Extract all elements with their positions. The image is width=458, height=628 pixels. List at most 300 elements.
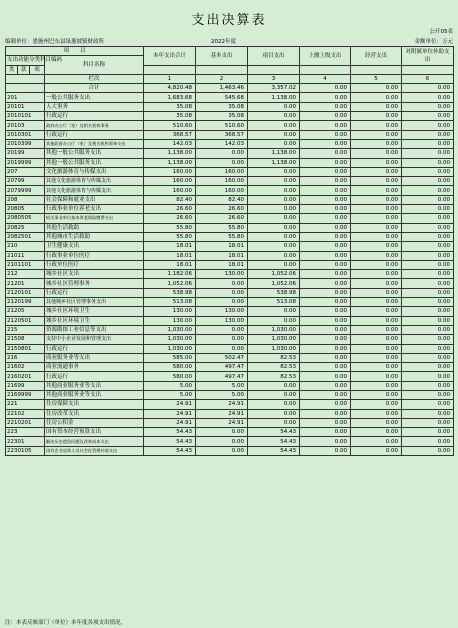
row-c6: 0.00 — [402, 112, 454, 121]
lei-header: 类 — [6, 65, 18, 74]
row-c5: 0.00 — [351, 251, 402, 260]
row-c1: 1,030.00 — [144, 325, 196, 334]
row-c4: 0.00 — [300, 418, 351, 427]
row-c6: 0.00 — [402, 214, 454, 223]
row-c1: 55.80 — [144, 223, 196, 232]
table-row — [6, 251, 454, 260]
row-c4: 0.00 — [300, 381, 351, 390]
row-c2: 130.00 — [196, 307, 248, 316]
row-c4: 0.00 — [300, 158, 351, 167]
row-c3: 82.53 — [248, 363, 300, 372]
row-c6: 0.00 — [402, 288, 454, 297]
table-row — [6, 298, 454, 307]
row-c5: 0.00 — [351, 112, 402, 121]
row-c4: 0.00 — [300, 446, 351, 455]
row-code: 2079999 — [6, 186, 45, 195]
row-c1: 160.00 — [144, 177, 196, 186]
row-c6: 0.00 — [402, 381, 454, 390]
total-row — [6, 84, 454, 93]
unit-label: 编制单位：恩施州巴东县绿葱坡镇财政所 — [5, 39, 105, 45]
row-c3: 1,052.06 — [248, 270, 300, 279]
row-c6: 0.00 — [402, 279, 454, 288]
row-c2: 55.80 — [196, 232, 248, 241]
row-c4: 0.00 — [300, 242, 351, 251]
row-c4: 0.00 — [300, 316, 351, 325]
table-row — [6, 446, 454, 455]
row-c3: 0.00 — [248, 167, 300, 176]
row-code: 207 — [6, 167, 45, 176]
row-c4: 0.00 — [300, 335, 351, 344]
row-code: 22102 — [6, 409, 45, 418]
row-c1: 24.91 — [144, 409, 196, 418]
row-c6: 0.00 — [402, 325, 454, 334]
table-row — [6, 381, 454, 390]
column-number-row — [6, 74, 454, 83]
table-row — [6, 325, 454, 334]
row-name: 文化旅游体育与传媒支出 — [45, 167, 144, 176]
row-c5: 0.00 — [351, 335, 402, 344]
table-row — [6, 400, 454, 409]
table-row — [6, 288, 454, 297]
row-c5: 0.00 — [351, 167, 402, 176]
row-c5: 0.00 — [351, 205, 402, 214]
row-c2: 160.00 — [196, 186, 248, 195]
row-c5: 0.00 — [351, 102, 402, 111]
row-code: 2120501 — [6, 316, 45, 325]
row-c2: 0.00 — [196, 428, 248, 437]
row-c1: 54.43 — [144, 446, 196, 455]
row-c4: 0.00 — [300, 102, 351, 111]
row-name: 其他城乡社区管理事务支出 — [45, 298, 144, 307]
row-name: 商业流通事务 — [45, 363, 144, 372]
form-number: 公开05表 — [429, 29, 453, 35]
row-c3: 0.00 — [248, 205, 300, 214]
row-c6: 0.00 — [402, 428, 454, 437]
row-c6: 0.00 — [402, 363, 454, 372]
row-name: 住房公积金 — [45, 418, 144, 427]
row-c5: 0.00 — [351, 400, 402, 409]
row-code: 22301 — [6, 437, 45, 446]
row-code: 21011 — [6, 251, 45, 260]
row-c6: 0.00 — [402, 223, 454, 232]
row-name: 商业服务业等支出 — [45, 353, 144, 362]
table-row — [6, 93, 454, 102]
row-c1: 1,138.00 — [144, 158, 196, 167]
row-c1: 160.00 — [144, 186, 196, 195]
row-c2: 0.00 — [196, 298, 248, 307]
row-c4: 0.00 — [300, 344, 351, 353]
row-c1: 35.08 — [144, 102, 196, 111]
row-code: 21508 — [6, 335, 45, 344]
row-name: 其他商业服务业等支出 — [45, 381, 144, 390]
row-c6: 0.00 — [402, 121, 454, 130]
row-name: 其他生活救助 — [45, 223, 144, 232]
row-c6: 0.00 — [402, 130, 454, 139]
row-code: 2080505 — [6, 214, 45, 223]
row-c3: 0.00 — [248, 130, 300, 139]
row-name: 行政运行 — [45, 130, 144, 139]
row-code: 21699 — [6, 381, 45, 390]
row-c3: 0.00 — [248, 381, 300, 390]
row-c4: 0.00 — [300, 260, 351, 269]
row-c5: 0.00 — [351, 195, 402, 204]
table-row — [6, 372, 454, 381]
row-c3: 0.00 — [248, 418, 300, 427]
row-c4: 0.00 — [300, 223, 351, 232]
row-c3: 0.00 — [248, 251, 300, 260]
row-c4: 0.00 — [300, 139, 351, 148]
row-c1: 18.01 — [144, 260, 196, 269]
row-c6: 0.00 — [402, 400, 454, 409]
row-c3: 0.00 — [248, 102, 300, 111]
row-c2: 160.00 — [196, 177, 248, 186]
total-c6: 0.00 — [402, 84, 454, 93]
row-c6: 0.00 — [402, 437, 454, 446]
row-code: 20805 — [6, 205, 45, 214]
row-code: 2010399 — [6, 139, 45, 148]
xiang-header: 项 — [30, 65, 45, 74]
col2-blank — [196, 65, 248, 74]
row-c6: 0.00 — [402, 149, 454, 158]
row-c6: 0.00 — [402, 446, 454, 455]
row-c2: 497.47 — [196, 372, 248, 381]
row-code: 2101101 — [6, 260, 45, 269]
row-c1: 35.08 — [144, 112, 196, 121]
row-name: 资源勘探工业信息等支出 — [45, 325, 144, 334]
row-name: 城乡社区环境卫生 — [45, 316, 144, 325]
row-c5: 0.00 — [351, 158, 402, 167]
row-c5: 0.00 — [351, 316, 402, 325]
table-row — [6, 223, 454, 232]
row-c1: 54.43 — [144, 437, 196, 446]
row-code: 2010301 — [6, 130, 45, 139]
row-code: 20199 — [6, 149, 45, 158]
row-c6: 0.00 — [402, 390, 454, 399]
row-code: 2169999 — [6, 390, 45, 399]
table-row — [6, 232, 454, 241]
row-c3: 0.00 — [248, 223, 300, 232]
row-name: 住房保障支出 — [45, 400, 144, 409]
row-c2: 18.01 — [196, 251, 248, 260]
row-c3: 0.00 — [248, 177, 300, 186]
row-c4: 0.00 — [300, 195, 351, 204]
row-c1: 18.01 — [144, 242, 196, 251]
row-c5: 0.00 — [351, 437, 402, 446]
row-c1: 580.00 — [144, 372, 196, 381]
row-c3: 0.00 — [248, 242, 300, 251]
col3-blank — [248, 65, 300, 74]
row-c3: 538.98 — [248, 288, 300, 297]
row-c4: 0.00 — [300, 279, 351, 288]
row-c4: 0.00 — [300, 372, 351, 381]
row-name: 其他文化旅游体育与传媒支出 — [45, 186, 144, 195]
row-c4: 0.00 — [300, 353, 351, 362]
row-c6: 0.00 — [402, 242, 454, 251]
row-c6: 0.00 — [402, 335, 454, 344]
row-c2: 0.00 — [196, 158, 248, 167]
row-c2: 0.00 — [196, 344, 248, 353]
row-name: 行政运行 — [45, 344, 144, 353]
row-code: 223 — [6, 428, 45, 437]
row-c2: 0.00 — [196, 437, 248, 446]
row-c5: 0.00 — [351, 446, 402, 455]
row-c1: 5.00 — [144, 390, 196, 399]
column-number-blank — [6, 74, 45, 83]
row-c2: 5.00 — [196, 381, 248, 390]
row-c6: 0.00 — [402, 353, 454, 362]
row-c1: 1,052.06 — [144, 279, 196, 288]
year-label: 2022年度 — [211, 39, 236, 45]
row-c5: 0.00 — [351, 149, 402, 158]
row-c1: 82.40 — [144, 195, 196, 204]
row-c3: 0.00 — [248, 121, 300, 130]
row-c2: 24.91 — [196, 418, 248, 427]
col4-number: 4 — [300, 74, 351, 83]
table-row — [6, 270, 454, 279]
total-c4: 0.00 — [300, 84, 351, 93]
row-code: 2230105 — [6, 446, 45, 455]
table-row — [6, 335, 454, 344]
col6-number: 6 — [402, 74, 454, 83]
row-name: 机关事业单位基本养老保险缴费支出 — [45, 214, 144, 223]
table-row — [6, 130, 454, 139]
row-c6: 0.00 — [402, 177, 454, 186]
row-c4: 0.00 — [300, 437, 351, 446]
col2-number: 2 — [196, 74, 248, 83]
row-c4: 0.00 — [300, 149, 351, 158]
row-name: 行政运行 — [45, 288, 144, 297]
table-row — [6, 205, 454, 214]
table-row — [6, 195, 454, 204]
row-c4: 0.00 — [300, 205, 351, 214]
row-c3: 0.00 — [248, 316, 300, 325]
row-c3: 0.00 — [248, 195, 300, 204]
row-c3: 1,138.00 — [248, 149, 300, 158]
row-c2: 24.91 — [196, 409, 248, 418]
table-row — [6, 363, 454, 372]
row-c3: 1,030.00 — [248, 335, 300, 344]
row-c5: 0.00 — [351, 177, 402, 186]
row-c2: 18.01 — [196, 260, 248, 269]
row-c2: 130.00 — [196, 270, 248, 279]
row-c4: 0.00 — [300, 400, 351, 409]
row-c6: 0.00 — [402, 418, 454, 427]
table-row — [6, 307, 454, 316]
row-name: 住房改革支出 — [45, 409, 144, 418]
row-c1: 18.01 — [144, 251, 196, 260]
col1-header: 本年支出合计 — [144, 47, 196, 66]
row-c5: 0.00 — [351, 186, 402, 195]
row-c3: 54.43 — [248, 437, 300, 446]
row-c3: 0.00 — [248, 186, 300, 195]
row-c3: 54.43 — [248, 428, 300, 437]
row-code: 2120101 — [6, 288, 45, 297]
row-code: 201 — [6, 93, 45, 102]
table-row — [6, 149, 454, 158]
row-c4: 0.00 — [300, 307, 351, 316]
row-c6: 0.00 — [402, 260, 454, 269]
row-c6: 0.00 — [402, 186, 454, 195]
row-code: 221 — [6, 400, 45, 409]
col1-number: 1 — [144, 74, 196, 83]
row-name: 国有企业退休人员社会化管理补助支出 — [45, 446, 144, 455]
row-c1: 1,138.00 — [144, 149, 196, 158]
table-row — [6, 242, 454, 251]
row-code: 212 — [6, 270, 45, 279]
row-c6: 0.00 — [402, 167, 454, 176]
row-c1: 580.00 — [144, 363, 196, 372]
row-c2: 0.00 — [196, 149, 248, 158]
row-c2: 18.01 — [196, 242, 248, 251]
table-row — [6, 390, 454, 399]
row-name: 其他商业服务业等支出 — [45, 390, 144, 399]
row-c5: 0.00 — [351, 418, 402, 427]
row-code: 210 — [6, 242, 45, 251]
row-name: 其他文化旅游体育与传媒支出 — [45, 177, 144, 186]
table-row — [6, 418, 454, 427]
row-c6: 0.00 — [402, 409, 454, 418]
row-c2: 142.03 — [196, 139, 248, 148]
row-name: 城乡社区环境卫生 — [45, 307, 144, 316]
row-c1: 130.00 — [144, 307, 196, 316]
row-code: 21602 — [6, 363, 45, 372]
row-c5: 0.00 — [351, 307, 402, 316]
col5-number: 5 — [351, 74, 402, 83]
total-c3: 3,357.02 — [248, 84, 300, 93]
row-c3: 54.43 — [248, 446, 300, 455]
row-c6: 0.00 — [402, 139, 454, 148]
footnote: 注：本表反映部门（单位）本年度各项支出情况。 — [5, 620, 127, 626]
row-c3: 0.00 — [248, 214, 300, 223]
row-c1: 1,030.00 — [144, 344, 196, 353]
row-c2: 35.08 — [196, 112, 248, 121]
table-row — [6, 353, 454, 362]
row-c2: 0.00 — [196, 446, 248, 455]
total-c5: 0.00 — [351, 84, 402, 93]
kuan-header: 款 — [18, 65, 30, 74]
row-c3: 0.00 — [248, 409, 300, 418]
row-name: 行政事业单位医疗 — [45, 251, 144, 260]
row-c6: 0.00 — [402, 251, 454, 260]
row-c5: 0.00 — [351, 298, 402, 307]
row-c1: 54.43 — [144, 428, 196, 437]
table-row — [6, 177, 454, 186]
row-c2: 510.60 — [196, 121, 248, 130]
row-c3: 0.00 — [248, 307, 300, 316]
table-row — [6, 102, 454, 111]
row-c5: 0.00 — [351, 232, 402, 241]
row-code: 20101 — [6, 102, 45, 111]
row-c3: 1,138.00 — [248, 93, 300, 102]
row-c2: 368.57 — [196, 130, 248, 139]
row-c3: 0.00 — [248, 400, 300, 409]
table-row — [6, 186, 454, 195]
row-c3: 82.53 — [248, 353, 300, 362]
currency-label: 金额单位：万元 — [414, 39, 453, 45]
col3-header: 项目支出 — [248, 47, 300, 66]
document-title: 支出决算表 — [191, 13, 267, 28]
row-c5: 0.00 — [351, 139, 402, 148]
row-c2: 545.68 — [196, 93, 248, 102]
row-c5: 0.00 — [351, 242, 402, 251]
row-c1: 142.03 — [144, 139, 196, 148]
row-c2: 0.00 — [196, 325, 248, 334]
col5-blank — [351, 65, 402, 74]
row-code: 21201 — [6, 279, 45, 288]
row-c1: 510.60 — [144, 121, 196, 130]
row-c1: 26.60 — [144, 205, 196, 214]
row-c1: 24.91 — [144, 400, 196, 409]
row-code: 21205 — [6, 307, 45, 316]
row-c2: 130.00 — [196, 316, 248, 325]
table-row — [6, 437, 454, 446]
row-c4: 0.00 — [300, 409, 351, 418]
row-c6: 0.00 — [402, 270, 454, 279]
row-c4: 0.00 — [300, 390, 351, 399]
row-c2: 0.00 — [196, 279, 248, 288]
row-name: 政府办公厅（室）及相关机构事务 — [45, 121, 144, 130]
row-c6: 0.00 — [402, 205, 454, 214]
row-name: 行政运行 — [45, 372, 144, 381]
row-name: 行政单位医疗 — [45, 260, 144, 269]
total-label: 合计 — [45, 84, 144, 93]
row-code: 2010101 — [6, 112, 45, 121]
row-c4: 0.00 — [300, 130, 351, 139]
row-c3: 0.00 — [248, 232, 300, 241]
row-c2: 24.91 — [196, 400, 248, 409]
row-name: 城乡社区支出 — [45, 270, 144, 279]
row-code: 2150801 — [6, 344, 45, 353]
row-name: 人大事务 — [45, 102, 144, 111]
table-row — [6, 214, 454, 223]
row-c5: 0.00 — [351, 279, 402, 288]
row-c2: 55.80 — [196, 223, 248, 232]
table-row — [6, 428, 454, 437]
row-c2: 497.47 — [196, 363, 248, 372]
row-c2: 502.47 — [196, 353, 248, 362]
row-c6: 0.00 — [402, 102, 454, 111]
table-row — [6, 121, 454, 130]
row-name: 一般公共服务支出 — [45, 93, 144, 102]
item-header: 项 目 — [6, 47, 144, 56]
row-c4: 0.00 — [300, 251, 351, 260]
row-c5: 0.00 — [351, 270, 402, 279]
total-code-blank — [6, 84, 45, 93]
row-c6: 0.00 — [402, 372, 454, 381]
row-c5: 0.00 — [351, 121, 402, 130]
row-c6: 0.00 — [402, 344, 454, 353]
row-c2: 160.00 — [196, 167, 248, 176]
row-code: 208 — [6, 195, 45, 204]
col6-header: 对附属单位补助支出 — [402, 47, 454, 66]
row-c6: 0.00 — [402, 298, 454, 307]
row-c4: 0.00 — [300, 270, 351, 279]
row-c2: 0.00 — [196, 288, 248, 297]
row-c4: 0.00 — [300, 214, 351, 223]
row-code: 2120199 — [6, 298, 45, 307]
row-code: 216 — [6, 353, 45, 362]
row-c4: 0.00 — [300, 232, 351, 241]
row-c1: 160.00 — [144, 167, 196, 176]
row-c3: 0.00 — [248, 390, 300, 399]
row-c1: 1,683.68 — [144, 93, 196, 102]
table-row — [6, 167, 454, 176]
row-c5: 0.00 — [351, 363, 402, 372]
row-c1: 368.57 — [144, 130, 196, 139]
row-c4: 0.00 — [300, 298, 351, 307]
row-code: 2160201 — [6, 372, 45, 381]
row-c3: 513.08 — [248, 298, 300, 307]
